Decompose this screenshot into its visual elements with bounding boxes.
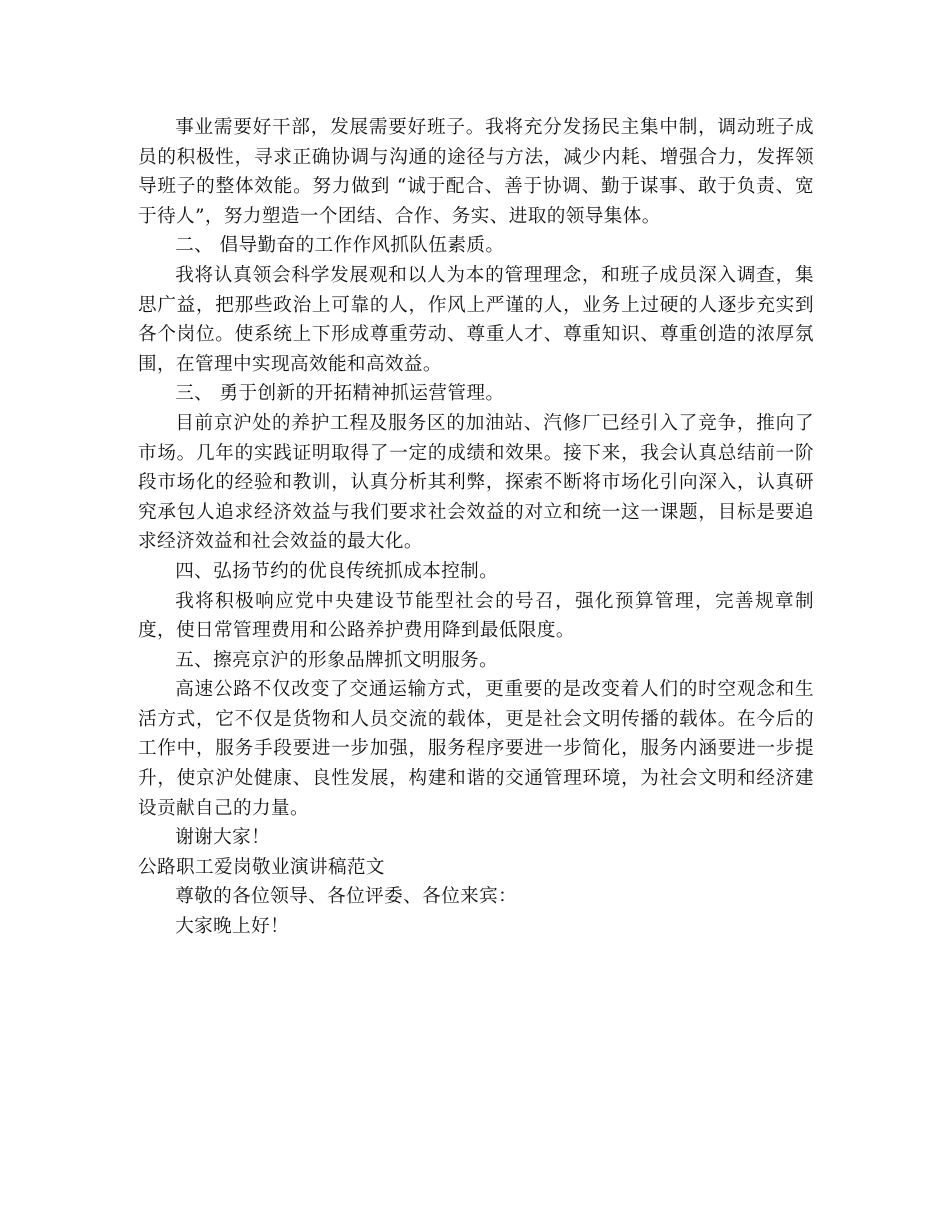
- document-body: [138, 113, 814, 942]
- paragraph-cost-control: 我将积极响应党中央建设节能型社会的号召，强化预算管理，完善规章制度，使日常管理费用和公路养护费用降到最低限度。: [138, 590, 814, 642]
- section-heading-five: 五、擦亮京沪的形象品牌抓文明服务。: [175, 649, 499, 671]
- paragraph-service: 高速公路不仅改变了交通运输方式，更重要的是改变着人们的时空观念和生活方式，它不仅是货物和人员交流的载体，更是社会文明传播的载体。在今后的工作中，服务手段要进一步加强，服务程序要进一步简化，服务内涵要进一步提升，使京沪处健康、良性发展，构建和谐的交通管理环境，为社会文明和经济建设贡献自己的力量。: [138, 679, 814, 819]
- section-heading-three: 三、 勇于创新的开拓精神抓运营管理。: [175, 383, 505, 405]
- section-heading-two: 二、 倡导勤奋的工作作风抓队伍素质。: [175, 235, 505, 257]
- paragraph-operations: 目前京沪处的养护工程及服务区的加油站、汽修厂已经引入了竞争，推向了市场。几年的实践证明取得了一定的成绩和效果。接下来，我会认真总结前一阶段市场化的经验和教训，认真分析其利弊，探索不断将市场化引向深入，认真研究承包人追求经济效益与我们要求社会效益的对立和统一这一课题，目标是要追求经济效益和社会效益的最大化。: [138, 412, 814, 553]
- paragraph-workforce: 我将认真领会科学发展观和以人为本的管理理念，和班子成员深入调查，集思广益，把那些政治上可靠的人，作风上严谨的人，业务上过硬的人逐步充实到各个岗位。使系统上下形成尊重劳动、尊重人才、尊重知识、尊重创造的浓厚氛围，在管理中实现高效能和高效益。: [138, 264, 814, 375]
- section-heading-four: 四、弘扬节约的优良传统抓成本控制。: [175, 560, 499, 582]
- greeting-evening: 大家晚上好！: [175, 916, 290, 938]
- next-article-title: 公路职工爱岗敬业演讲稿范文: [138, 856, 385, 878]
- greeting-salutation: 尊敬的各位领导、各位评委、各位来宾：: [175, 886, 518, 908]
- closing-thanks: 谢谢大家！: [175, 827, 271, 849]
- paragraph-team-building: 事业需要好干部，发展需要好班子。我将充分发扬民主集中制，调动班子成员的积极性，寻求正确协调与沟通的途径与方法，减少内耗、增强合力，发挥领导班子的整体效能。努力做到 “诚于配合、善于协调、勤于谋事、敢于负责、宽于待人”，努力塑造一个团结、合作、务实、进取的领导集体。: [138, 117, 814, 227]
